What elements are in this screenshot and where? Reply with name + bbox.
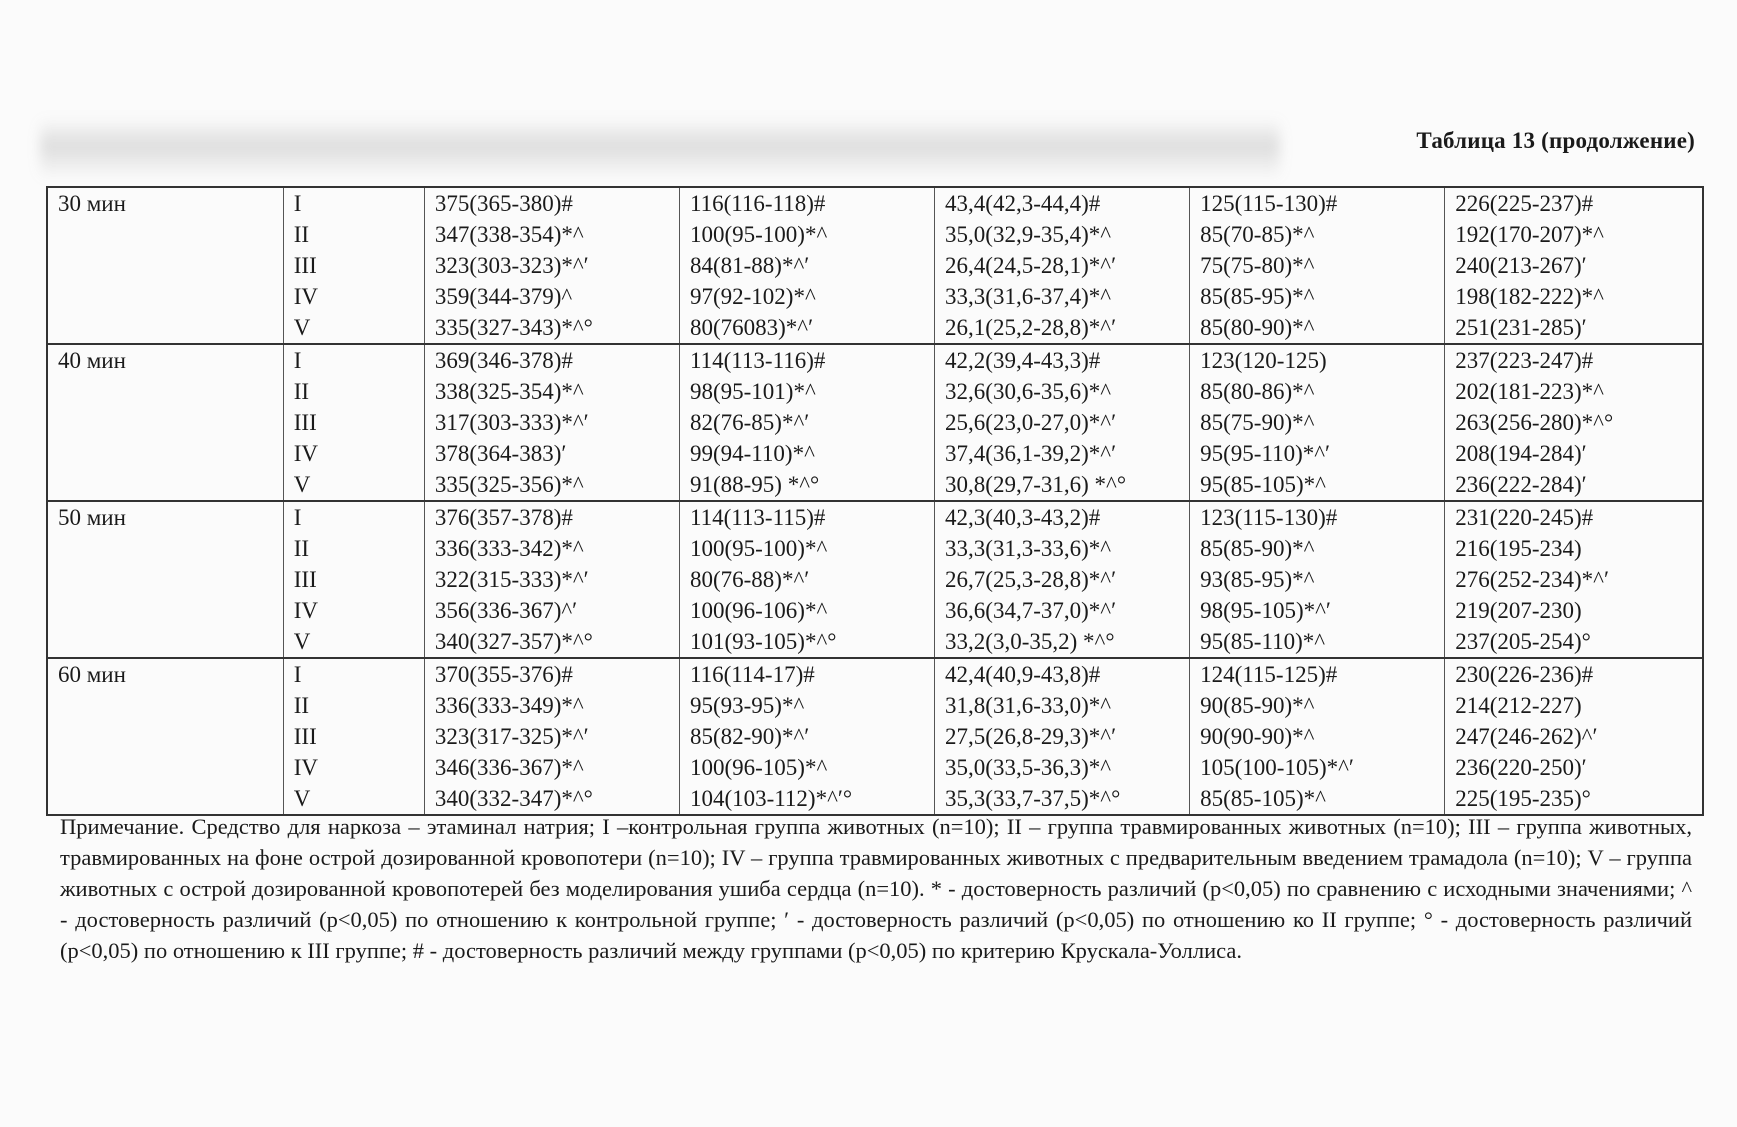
value-text: 198(182-222)*^ — [1455, 284, 1604, 309]
value-text: 359(344-379)^ — [434, 284, 573, 309]
time-cell: 30 мин — [47, 187, 283, 344]
value-text: 33,2(3,0-35,2) *^° — [945, 629, 1115, 654]
value-text: 376(357-378)# — [434, 505, 573, 530]
value-cell — [1445, 501, 1703, 658]
value-text: 251(231-285)′ — [1455, 315, 1587, 340]
value-text: 100(96-106)*^ — [689, 598, 828, 623]
group-label: II — [293, 222, 310, 247]
value-text: 26,7(25,3-28,8)*^′ — [945, 567, 1117, 592]
group-label: IV — [293, 598, 319, 623]
value-text: 26,4(24,5-28,1)*^′ — [945, 253, 1117, 278]
value-text: 30,8(29,7-31,6) *^° — [945, 472, 1127, 497]
value-text: 85(80-86)*^ — [1200, 379, 1315, 404]
value-cell — [679, 658, 934, 815]
value-cell — [935, 501, 1190, 658]
group-label: III — [293, 410, 317, 435]
value-cell — [935, 344, 1190, 501]
value-text: 42,4(40,9-43,8)# — [945, 662, 1101, 687]
table-body — [47, 187, 1703, 815]
time-block-row — [47, 501, 1703, 658]
value-text: 236(220-250)′ — [1455, 755, 1587, 780]
value-text: 36,6(34,7-37,0)*^′ — [945, 598, 1117, 623]
value-text: 116(116-118)# — [689, 191, 826, 216]
value-text: 375(365-380)# — [434, 191, 573, 216]
value-text: 124(115-125)# — [1200, 662, 1338, 687]
value-text: 263(256-280)*^° — [1455, 410, 1614, 435]
value-text: 356(336-367)^′ — [434, 598, 578, 623]
value-text: 114(113-116)# — [689, 348, 826, 373]
value-text: 85(85-95)*^ — [1200, 284, 1315, 309]
value-text: 335(325-356)*^ — [434, 472, 584, 497]
value-text: 214(212-227) — [1455, 693, 1582, 718]
value-text: 123(115-130)# — [1200, 505, 1338, 530]
group-label: III — [293, 567, 317, 592]
value-text: 276(252-234)*^′ — [1455, 567, 1610, 592]
value-text: 216(195-234) — [1455, 536, 1582, 561]
value-text: 90(90-90)*^ — [1200, 724, 1315, 749]
time-cell: 40 мин — [47, 344, 283, 501]
value-cell — [1190, 187, 1445, 344]
value-text: 101(93-105)*^° — [689, 629, 837, 654]
value-cell — [1445, 344, 1703, 501]
time-block-row — [47, 658, 1703, 815]
table-footnote: Примечание. Средство для наркоза – этаминал натрия; I –контрольная группа животных (n=10); II – группа травмированных животных (n=10); III – группа животных, травмированных на фоне острой дозированной кровопотери (n=10); IV – группа травмированных животных с предварительным введением трамадола (n=10); V – группа животных с острой дозированной кровопотерей без моделирования ушиба сердца (n=10). * - достоверность различий (p<0,05) по сравнению с исходными значениями; ^ - достоверность различий (p<0,05) по отношению к контрольной группе; ′ - достоверность различий (p<0,05) по отношению ко II группе; ° - достоверность различий (p<0,05) по отношению к III группе; # - достоверность различий между группами (p<0,05) по критерию Крускала-Уоллиса. — [60, 814, 1692, 963]
value-text: 104(103-112)*^′° — [689, 786, 853, 811]
value-text: 85(70-85)*^ — [1200, 222, 1315, 247]
value-text: 378(364-383)′ — [434, 441, 567, 466]
value-text: 192(170-207)*^ — [1455, 222, 1604, 247]
value-cell — [679, 187, 934, 344]
group-label: V — [293, 472, 311, 497]
value-text: 85(82-90)*^′ — [689, 724, 810, 749]
value-text: 27,5(26,8-29,3)*^′ — [945, 724, 1117, 749]
value-text: 100(96-105)*^ — [689, 755, 828, 780]
value-text: 84(81-88)*^′ — [689, 253, 810, 278]
value-cell — [1445, 658, 1703, 815]
value-text: 225(195-235)° — [1455, 786, 1591, 811]
group-cell — [283, 187, 424, 344]
value-text: 219(207-230) — [1455, 598, 1582, 623]
time-block-row — [47, 344, 1703, 501]
value-text: 338(325-354)*^ — [434, 379, 584, 404]
value-text: 369(346-378)# — [434, 348, 573, 373]
value-text: 100(95-100)*^ — [689, 536, 828, 561]
group-label: III — [293, 724, 317, 749]
value-text: 123(120-125) — [1200, 348, 1327, 373]
group-label: I — [293, 348, 302, 373]
value-text: 230(226-236)# — [1455, 662, 1594, 687]
time-cell: 50 мин — [47, 501, 283, 658]
value-text: 340(332-347)*^° — [434, 786, 593, 811]
value-text: 37,4(36,1-39,2)*^′ — [945, 441, 1117, 466]
value-cell — [1190, 658, 1445, 815]
group-label: I — [293, 505, 302, 530]
value-text: 43,4(42,3-44,4)# — [945, 191, 1101, 216]
value-cell — [424, 344, 679, 501]
value-text: 125(115-130)# — [1200, 191, 1338, 216]
value-text: 335(327-343)*^° — [434, 315, 593, 340]
value-text: 75(75-80)*^ — [1200, 253, 1315, 278]
value-cell — [424, 658, 679, 815]
group-label: IV — [293, 441, 319, 466]
value-text: 346(336-367)*^ — [434, 755, 584, 780]
value-text: 240(213-267)′ — [1455, 253, 1587, 278]
value-text: 95(93-95)*^ — [689, 693, 805, 718]
value-text: 323(317-325)*^′ — [434, 724, 589, 749]
group-cell — [283, 501, 424, 658]
value-text: 35,3(33,7-37,5)*^° — [945, 786, 1121, 811]
value-cell — [1190, 501, 1445, 658]
group-label: I — [293, 662, 302, 687]
value-text: 35,0(33,5-36,3)*^ — [945, 755, 1112, 780]
value-cell — [1445, 187, 1703, 344]
table-caption: Таблица 13 (продолжение) — [1416, 128, 1695, 153]
scan-blur-band — [40, 118, 1280, 180]
value-text: 95(85-105)*^ — [1200, 472, 1326, 497]
value-text: 231(220-245)# — [1455, 505, 1594, 530]
value-text: 237(205-254)° — [1455, 629, 1591, 654]
value-cell — [424, 187, 679, 344]
group-label: I — [293, 191, 302, 216]
value-text: 347(338-354)*^ — [434, 222, 584, 247]
value-text: 93(85-95)*^ — [1200, 567, 1315, 592]
time-block-row — [47, 187, 1703, 344]
value-text: 85(75-90)*^ — [1200, 410, 1315, 435]
value-text: 80(76083)*^′ — [689, 315, 814, 340]
value-cell — [935, 187, 1190, 344]
value-text: 85(85-90)*^ — [1200, 536, 1315, 561]
group-label: IV — [293, 284, 319, 309]
group-label: II — [293, 536, 310, 561]
value-text: 32,6(30,6-35,6)*^ — [945, 379, 1112, 404]
value-text: 336(333-342)*^ — [434, 536, 584, 561]
group-label: IV — [293, 755, 319, 780]
time-cell: 60 мин — [47, 658, 283, 815]
value-text: 336(333-349)*^ — [434, 693, 584, 718]
value-text: 42,2(39,4-43,3)# — [945, 348, 1101, 373]
value-text: 90(85-90)*^ — [1200, 693, 1315, 718]
value-text: 97(92-102)*^ — [689, 284, 816, 309]
value-text: 340(327-357)*^° — [434, 629, 593, 654]
value-text: 31,8(31,6-33,0)*^ — [945, 693, 1112, 718]
value-text: 322(315-333)*^′ — [434, 567, 589, 592]
value-cell — [679, 344, 934, 501]
value-text: 99(94-110)*^ — [689, 441, 815, 466]
data-table — [46, 186, 1704, 816]
value-text: 95(85-110)*^ — [1200, 629, 1326, 654]
value-text: 237(223-247)# — [1455, 348, 1594, 373]
value-text: 33,3(31,3-33,6)*^ — [945, 536, 1112, 561]
value-text: 208(194-284)′ — [1455, 441, 1587, 466]
value-cell — [1190, 344, 1445, 501]
value-text: 370(355-376)# — [434, 662, 573, 687]
value-text: 25,6(23,0-27,0)*^′ — [945, 410, 1117, 435]
value-text: 98(95-101)*^ — [689, 379, 816, 404]
value-text: 91(88-95) *^° — [689, 472, 820, 497]
value-text: 100(95-100)*^ — [689, 222, 828, 247]
group-label: II — [293, 693, 310, 718]
value-text: 114(113-115)# — [689, 505, 826, 530]
group-cell — [283, 344, 424, 501]
group-cell — [283, 658, 424, 815]
value-text: 202(181-223)*^ — [1455, 379, 1604, 404]
group-label: III — [293, 253, 317, 278]
value-text: 317(303-333)*^′ — [434, 410, 589, 435]
value-cell — [935, 658, 1190, 815]
value-text: 247(246-262)^′ — [1455, 724, 1598, 749]
value-text: 80(76-88)*^′ — [689, 567, 810, 592]
value-text: 42,3(40,3-43,2)# — [945, 505, 1101, 530]
value-text: 95(95-110)*^′ — [1200, 441, 1331, 466]
value-text: 116(114-17)# — [689, 662, 815, 687]
value-text: 98(95-105)*^′ — [1200, 598, 1331, 623]
value-text: 26,1(25,2-28,8)*^′ — [945, 315, 1117, 340]
group-label: II — [293, 379, 310, 404]
value-text: 236(222-284)′ — [1455, 472, 1587, 497]
value-text: 323(303-323)*^′ — [434, 253, 589, 278]
value-text: 82(76-85)*^′ — [689, 410, 810, 435]
value-cell — [424, 501, 679, 658]
value-text: 33,3(31,6-37,4)*^ — [945, 284, 1112, 309]
value-text: 105(100-105)*^′ — [1200, 755, 1354, 780]
value-text: 35,0(32,9-35,4)*^ — [945, 222, 1112, 247]
value-text: 85(80-90)*^ — [1200, 315, 1315, 340]
group-label: V — [293, 315, 311, 340]
group-label: V — [293, 786, 311, 811]
value-cell — [679, 501, 934, 658]
value-text: 226(225-237)# — [1455, 191, 1594, 216]
group-label: V — [293, 629, 311, 654]
value-text: 85(85-105)*^ — [1200, 786, 1326, 811]
